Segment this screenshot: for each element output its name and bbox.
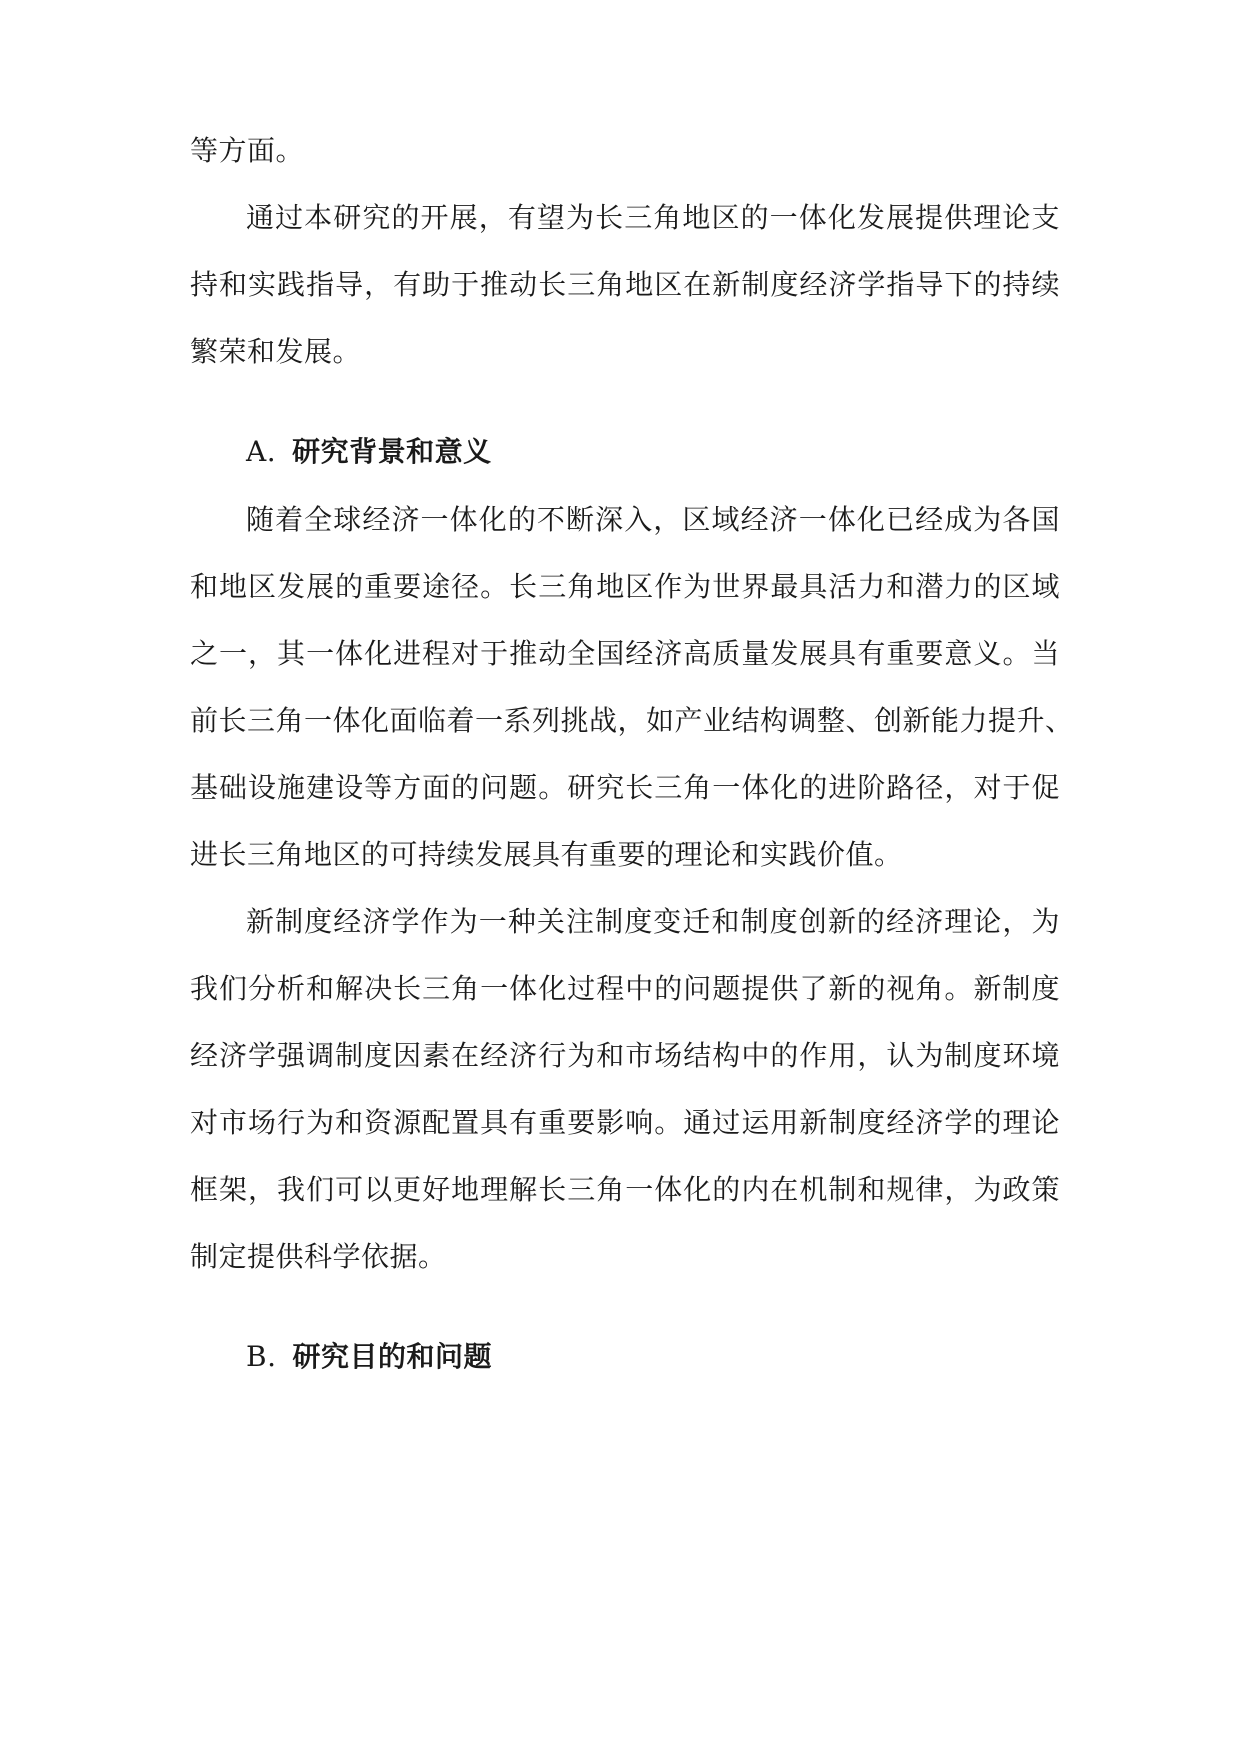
paragraph-line: 框架，我们可以更好地理解长三角一体化的内在机制和规律，为政策 xyxy=(190,1173,1060,1206)
paragraph-line: 通过本研究的开展，有望为长三角地区的一体化发展提供理论支 xyxy=(246,201,1060,234)
section-title: 研究目的和问题 xyxy=(292,1340,492,1373)
section-heading-a xyxy=(246,432,492,472)
paragraph-line: 前长三角一体化面临着一系列挑战，如产业结构调整、创新能力提升、 xyxy=(190,704,1074,737)
paragraph-line: 和地区发展的重要途径。长三角地区作为世界最具活力和潜力的区域 xyxy=(190,570,1060,603)
section-heading-b xyxy=(246,1337,492,1377)
paragraph-line: 经济学强调制度因素在经济行为和市场结构中的作用，认为制度环境 xyxy=(190,1039,1060,1072)
paragraph-line: 之一，其一体化进程对于推动全国经济高质量发展具有重要意义。当 xyxy=(190,637,1060,670)
paragraph-line: 随着全球经济一体化的不断深入，区域经济一体化已经成为各国 xyxy=(246,503,1060,536)
paragraph-line: 新制度经济学作为一种关注制度变迁和制度创新的经济理论，为 xyxy=(246,905,1060,938)
section-number: A. xyxy=(246,435,277,468)
paragraph-line: 对市场行为和资源配置具有重要影响。通过运用新制度经济学的理论 xyxy=(190,1106,1060,1139)
paragraph-line: 制定提供科学依据。 xyxy=(190,1240,447,1273)
paragraph-line: 我们分析和解决长三角一体化过程中的问题提供了新的视角。新制度 xyxy=(190,972,1060,1005)
paragraph-line: 等方面。 xyxy=(190,134,305,167)
paragraph-line: 繁荣和发展。 xyxy=(190,335,362,368)
paragraph-line: 基础设施建设等方面的问题。研究长三角一体化的进阶路径，对于促 xyxy=(190,771,1060,804)
section-title: 研究背景和意义 xyxy=(292,435,492,468)
paragraph-line: 进长三角地区的可持续发展具有重要的理论和实践价值。 xyxy=(190,838,903,871)
section-number: B. xyxy=(246,1340,277,1373)
paragraph-line: 持和实践指导，有助于推动长三角地区在新制度经济学指导下的持续 xyxy=(190,268,1060,301)
